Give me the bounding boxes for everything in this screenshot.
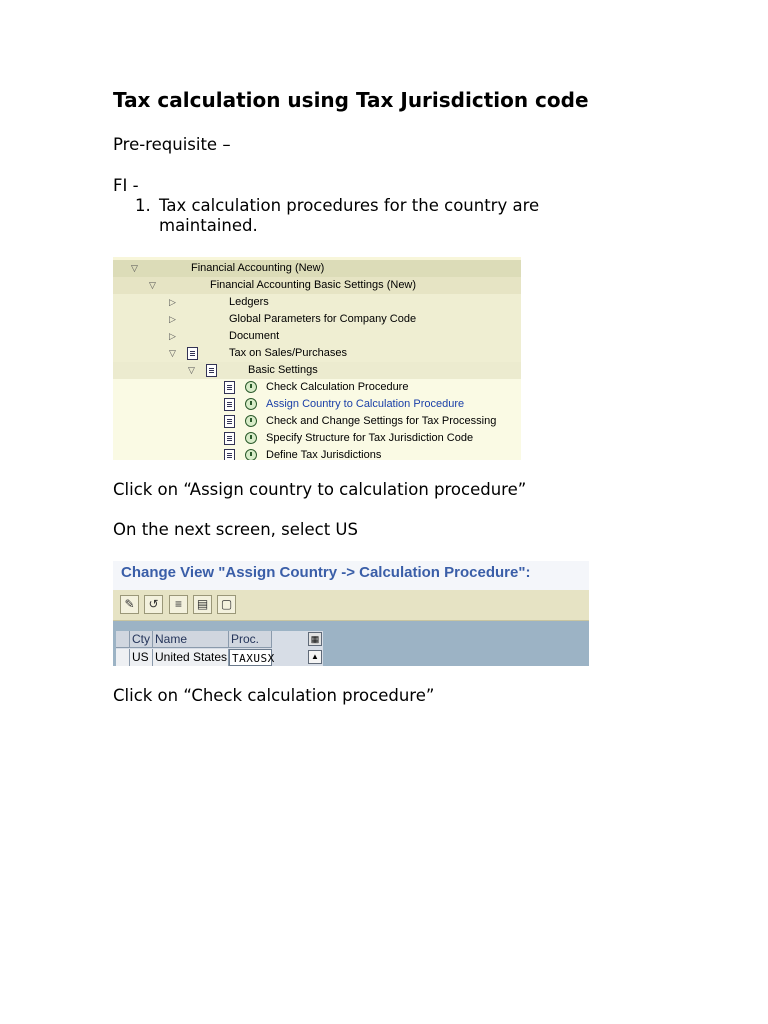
change-view-screenshot [113, 561, 589, 666]
tree-label-link[interactable]: Assign Country to Calculation Procedure [266, 398, 465, 410]
deselect-icon[interactable]: ▢ [217, 595, 236, 614]
collapsed-triangle-icon[interactable]: ▷ [169, 314, 176, 324]
select-block-icon[interactable]: ≡ [169, 595, 188, 614]
cell-cty[interactable]: US [130, 649, 153, 666]
change-display-icon[interactable]: ✎ [120, 595, 139, 614]
column-header-name[interactable]: Name [153, 631, 229, 648]
cell-proc-input[interactable]: TAXUSX [229, 649, 272, 666]
execute-clock-icon[interactable] [245, 398, 257, 410]
expanded-triangle-icon[interactable]: ▽ [169, 348, 176, 358]
expanded-triangle-icon[interactable]: ▽ [149, 280, 156, 290]
document-icon [224, 381, 235, 394]
tree-row-specify-structure[interactable] [113, 430, 521, 447]
document-icon [224, 415, 235, 428]
tree-row-check-change-settings[interactable] [113, 413, 521, 430]
execute-clock-icon[interactable] [245, 381, 257, 393]
tree-row-financial-accounting[interactable] [113, 260, 521, 277]
tree-label: Define Tax Jurisdictions [266, 449, 382, 460]
column-header-cty[interactable]: Cty [130, 631, 153, 648]
select-all-icon[interactable]: ▤ [193, 595, 212, 614]
tree-label: Financial Accounting (New) [191, 262, 325, 274]
execute-clock-icon[interactable] [245, 432, 257, 444]
tree-label: Financial Accounting Basic Settings (New) [210, 279, 417, 291]
instruction-check-procedure: Click on “Check calculation procedure” [113, 686, 435, 705]
fi-label: FI - [113, 176, 139, 195]
img-tree-screenshot [113, 257, 521, 460]
undo-icon[interactable]: ↺ [144, 595, 163, 614]
execute-clock-icon[interactable] [245, 415, 257, 427]
tree-row-ledgers[interactable] [113, 294, 521, 311]
table-control [116, 631, 323, 666]
table-area [113, 621, 589, 666]
table-settings-icon[interactable]: ▦ [308, 632, 322, 646]
tree-row-document[interactable] [113, 328, 521, 345]
tree-label: Check Calculation Procedure [266, 381, 409, 393]
tree-label: Specify Structure for Tax Jurisdiction Code [266, 432, 474, 444]
expanded-triangle-icon[interactable]: ▽ [188, 365, 195, 375]
document-icon [187, 347, 198, 360]
page-title: Tax calculation using Tax Jurisdiction code [113, 88, 589, 112]
tree-row-tax-on-sales[interactable] [113, 345, 521, 362]
scroll-up-icon[interactable]: ▲ [308, 650, 322, 664]
row-selector[interactable] [116, 649, 130, 666]
tree-row-assign-country[interactable] [113, 396, 521, 413]
tree-label: Tax on Sales/Purchases [229, 347, 348, 359]
application-toolbar [113, 590, 589, 621]
row-selector-header[interactable] [116, 631, 130, 648]
instruction-select-us: On the next screen, select US [113, 520, 358, 539]
screen-title: Change View "Assign Country -> Calculation Procedure": [121, 564, 531, 581]
tree-label: Global Parameters for Company Code [229, 313, 417, 325]
list-number: 1. [135, 196, 151, 215]
tree-row-fa-basic-settings[interactable] [113, 277, 521, 294]
collapsed-triangle-icon[interactable]: ▷ [169, 297, 176, 307]
tree-row-basic-settings[interactable] [113, 362, 521, 379]
column-header-proc[interactable]: Proc. [229, 631, 272, 648]
instruction-assign-country: Click on “Assign country to calculation procedure” [113, 480, 527, 499]
tree-label: Ledgers [229, 296, 269, 308]
cell-name[interactable]: United States [155, 650, 228, 664]
tree-label: Check and Change Settings for Tax Processing [266, 415, 497, 427]
collapsed-triangle-icon[interactable]: ▷ [169, 331, 176, 341]
list-item-text: Tax calculation procedures for the country are maintained. [159, 196, 540, 235]
tree-label: Basic Settings [248, 364, 318, 376]
prerequisite-label: Pre-requisite – [113, 135, 231, 154]
document-icon [224, 432, 235, 445]
document-icon [224, 449, 235, 460]
tree-row-check-calculation-procedure[interactable] [113, 379, 521, 396]
expanded-triangle-icon[interactable]: ▽ [131, 263, 138, 273]
document-icon [224, 398, 235, 411]
tree-label: Document [229, 330, 280, 342]
tree-row-define-tax-jurisdictions[interactable] [113, 447, 521, 460]
execute-clock-icon[interactable] [245, 449, 257, 460]
tree-row-global-parameters[interactable] [113, 311, 521, 328]
document-icon [206, 364, 217, 377]
